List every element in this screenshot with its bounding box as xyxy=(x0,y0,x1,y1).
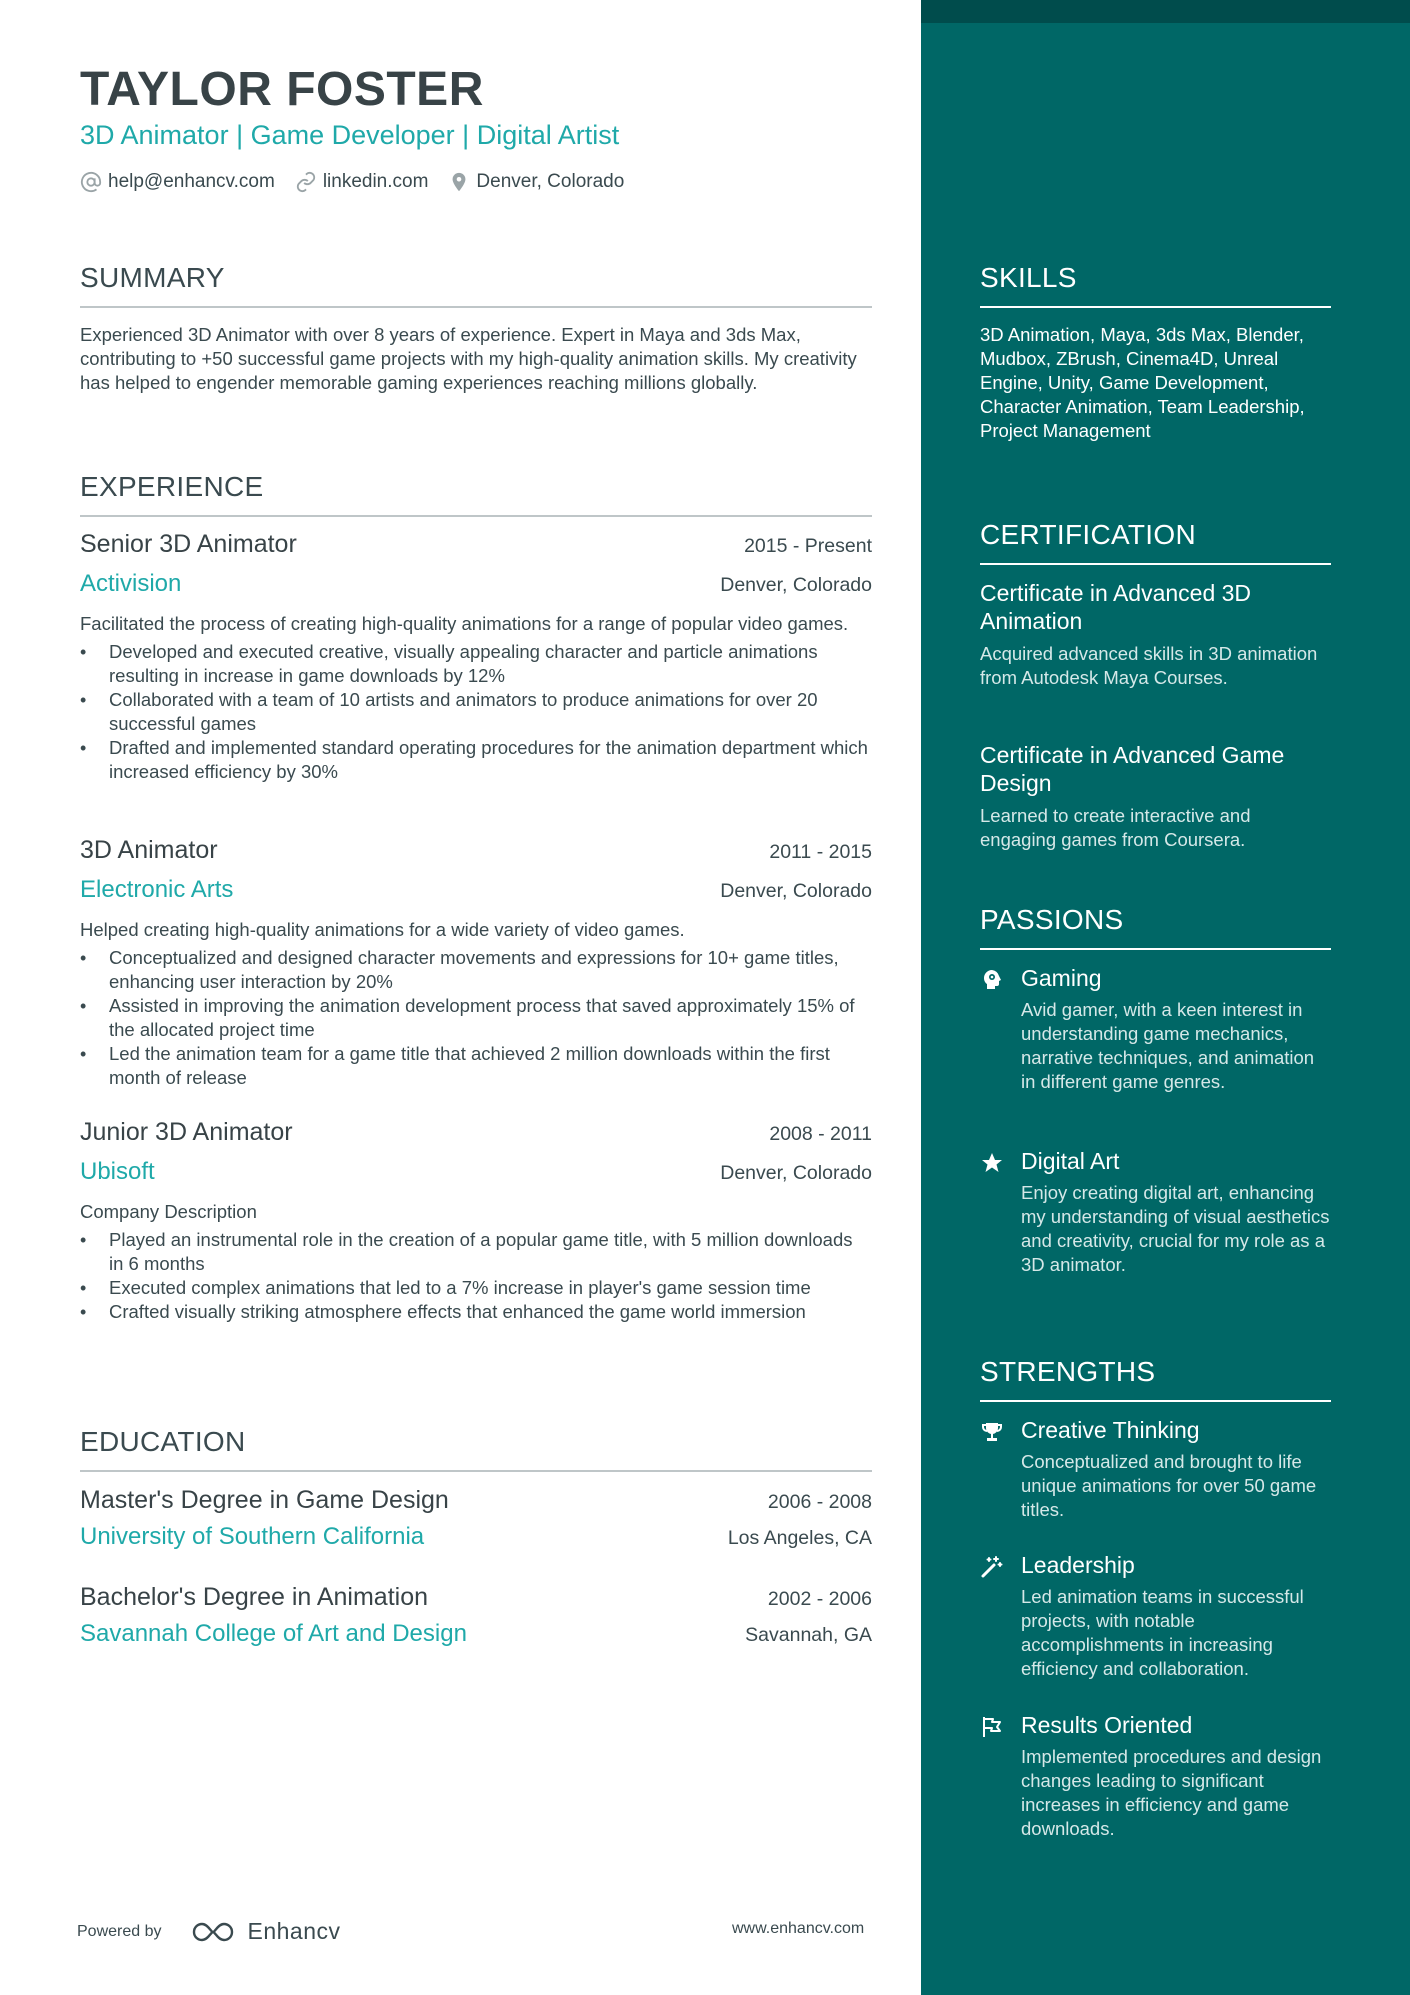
passion-description: Enjoy creating digital art, enhancing my understanding of visual aesthetics and creativity, crucial for my role as a 3D animator. xyxy=(1021,1182,1330,1275)
job-bullet: • Crafted visually striking atmosphere effects that enhanced the game world immersion xyxy=(80,1300,872,1324)
certificate-title: Certificate in Advanced Game Design xyxy=(980,742,1285,796)
job-bullets xyxy=(80,640,872,784)
footer-website[interactable]: www.enhancv.com xyxy=(732,1920,865,1937)
candidate-subtitle: 3D Animator | Game Developer | Digital Artist xyxy=(80,120,620,150)
job-bullet: • Led the animation team for a game title that achieved 2 million downloads within the first month of release xyxy=(80,1042,872,1090)
passion-title: Digital Art xyxy=(1021,1148,1120,1174)
degree-title: Master's Degree in Game Design xyxy=(80,1486,449,1514)
school-name: University of Southern California xyxy=(80,1523,425,1550)
passions-divider xyxy=(980,948,1331,950)
strength-item xyxy=(980,1711,1331,1841)
job-title: 3D Animator xyxy=(80,836,218,864)
job-dates: 2008 - 2011 xyxy=(769,1123,872,1145)
job-dates: 2015 - Present xyxy=(744,535,872,557)
contact-email[interactable] xyxy=(80,171,275,193)
job-location: Denver, Colorado xyxy=(720,1162,872,1184)
certificate-description: Learned to create interactive and engaging games from Coursera. xyxy=(980,805,1251,850)
job-bullets xyxy=(80,946,872,1090)
education-entry xyxy=(80,1486,872,1551)
strength-description: Conceptualized and brought to life unique animations for over 50 game titles. xyxy=(1021,1451,1317,1520)
job-description: Helped creating high-quality animations for a wide variety of video games. xyxy=(80,919,685,940)
contact-bar xyxy=(80,171,644,193)
strength-title: Leadership xyxy=(1021,1552,1135,1578)
degree-title: Bachelor's Degree in Animation xyxy=(80,1583,429,1611)
certification-heading: CERTIFICATION xyxy=(980,519,1196,550)
strength-item xyxy=(980,1551,1331,1681)
strength-title: Results Oriented xyxy=(1021,1712,1193,1738)
magic-wand-icon xyxy=(980,1555,1004,1579)
certification-divider xyxy=(980,563,1331,565)
experience-divider xyxy=(80,515,872,517)
enhancv-logo[interactable] xyxy=(190,1918,341,1945)
enhancv-logo-icon xyxy=(190,1920,236,1944)
flag-icon xyxy=(980,1715,1004,1739)
strength-title: Creative Thinking xyxy=(1021,1417,1200,1443)
star-icon xyxy=(980,1151,1004,1175)
school-location: Los Angeles, CA xyxy=(727,1527,872,1549)
job-bullets xyxy=(80,1228,872,1324)
education-entry xyxy=(80,1583,872,1648)
passions-heading: PASSIONS xyxy=(980,904,1124,935)
job-title: Junior 3D Animator xyxy=(80,1118,293,1146)
job-description: Company Description xyxy=(80,1201,257,1222)
linkedin-text: linkedin.com xyxy=(322,171,429,192)
passion-title: Gaming xyxy=(1021,965,1102,991)
certificate-description: Acquired advanced skills in 3D animation from Autodesk Maya Courses. xyxy=(980,643,1318,688)
job-entry xyxy=(80,530,872,784)
job-location: Denver, Colorado xyxy=(720,880,872,902)
school-name: Savannah College of Art and Design xyxy=(80,1620,467,1647)
passion-item xyxy=(980,964,1331,1094)
certificate-entry xyxy=(980,741,1331,852)
skills-heading: SKILLS xyxy=(980,262,1077,293)
contact-linkedin[interactable] xyxy=(295,171,429,193)
summary-text: Experienced 3D Animator with over 8 years of experience. Expert in Maya and 3ds Max, contributing to +50 successful game projects with my high-quality animation skills. My creativity has helped to engender memorable gaming experiences reaching millions globally. xyxy=(80,324,857,393)
link-icon xyxy=(295,171,317,193)
email-text: help@enhancv.com xyxy=(108,171,275,192)
job-bullet: • Collaborated with a team of 10 artists and animators to produce animations for over 20 successful games xyxy=(80,688,872,736)
company-name: Ubisoft xyxy=(80,1158,155,1185)
school-location: Savannah, GA xyxy=(745,1624,872,1646)
job-entry xyxy=(80,836,872,1090)
certificate-title: Certificate in Advanced 3D Animation xyxy=(980,580,1252,634)
education-divider xyxy=(80,1470,872,1472)
sidebar xyxy=(921,0,1410,1995)
company-name: Activision xyxy=(80,570,182,597)
summary-divider xyxy=(80,306,872,308)
job-bullet: • Played an instrumental role in the creation of a popular game title, with 5 million downloads in 6 months xyxy=(80,1228,872,1276)
summary-heading: SUMMARY xyxy=(80,262,225,293)
contact-location xyxy=(448,171,624,193)
job-bullet: • Conceptualized and designed character movements and expressions for 10+ game titles, enhancing user interaction by 20% xyxy=(80,946,872,994)
skills-text: 3D Animation, Maya, 3ds Max, Blender, Mudbox, ZBrush, Cinema4D, Unreal Engine, Unity, Game Development, Character Animation, Team Leadership, Project Management xyxy=(980,324,1305,441)
strengths-divider xyxy=(980,1400,1331,1402)
job-description: Facilitated the process of creating high-quality animations for a range of popular video games. xyxy=(80,613,849,634)
enhancv-brand-text: Enhancv xyxy=(247,1918,341,1944)
education-heading: EDUCATION xyxy=(80,1426,246,1457)
passion-item xyxy=(980,1147,1331,1277)
candidate-name: TAYLOR FOSTER xyxy=(80,63,484,116)
skills-divider xyxy=(980,306,1331,308)
footer-branding xyxy=(77,1918,341,1945)
job-bullet: • Developed and executed creative, visually appealing character and particle animations resulting in increase in game downloads by 12% xyxy=(80,640,872,688)
strengths-heading: STRENGTHS xyxy=(980,1356,1156,1387)
experience-heading: EXPERIENCE xyxy=(80,471,264,502)
sidebar-top-band xyxy=(921,0,1410,23)
job-location: Denver, Colorado xyxy=(720,574,872,596)
job-dates: 2011 - 2015 xyxy=(769,841,872,863)
powered-by-text: Powered by xyxy=(77,1922,162,1940)
strength-item xyxy=(980,1416,1331,1522)
job-bullet: • Drafted and implemented standard operating procedures for the animation department which increased efficiency by 30% xyxy=(80,736,872,784)
job-bullet: • Assisted in improving the animation development process that saved approximately 15% of the allocated project time xyxy=(80,994,872,1042)
location-pin-icon xyxy=(448,171,470,193)
job-entry xyxy=(80,1118,872,1324)
education-dates: 2006 - 2008 xyxy=(767,1491,872,1513)
company-name: Electronic Arts xyxy=(80,876,234,903)
strength-description: Led animation teams in successful projects, with notable accomplishments in increasing efficiency and collaboration. xyxy=(1021,1586,1304,1679)
strength-description: Implemented procedures and design changes leading to significant increases in efficiency and game downloads. xyxy=(1021,1746,1322,1839)
head-gear-icon xyxy=(980,968,1004,992)
job-bullet: • Executed complex animations that led to a 7% increase in player's game session time xyxy=(80,1276,872,1300)
certificate-entry xyxy=(980,579,1331,690)
location-text: Denver, Colorado xyxy=(476,171,625,192)
trophy-icon xyxy=(980,1420,1004,1444)
education-dates: 2002 - 2006 xyxy=(767,1588,872,1610)
passion-description: Avid gamer, with a keen interest in understanding game mechanics, narrative techniques, and animation in different game genres. xyxy=(1021,999,1315,1092)
at-icon xyxy=(80,171,102,193)
job-title: Senior 3D Animator xyxy=(80,530,297,558)
